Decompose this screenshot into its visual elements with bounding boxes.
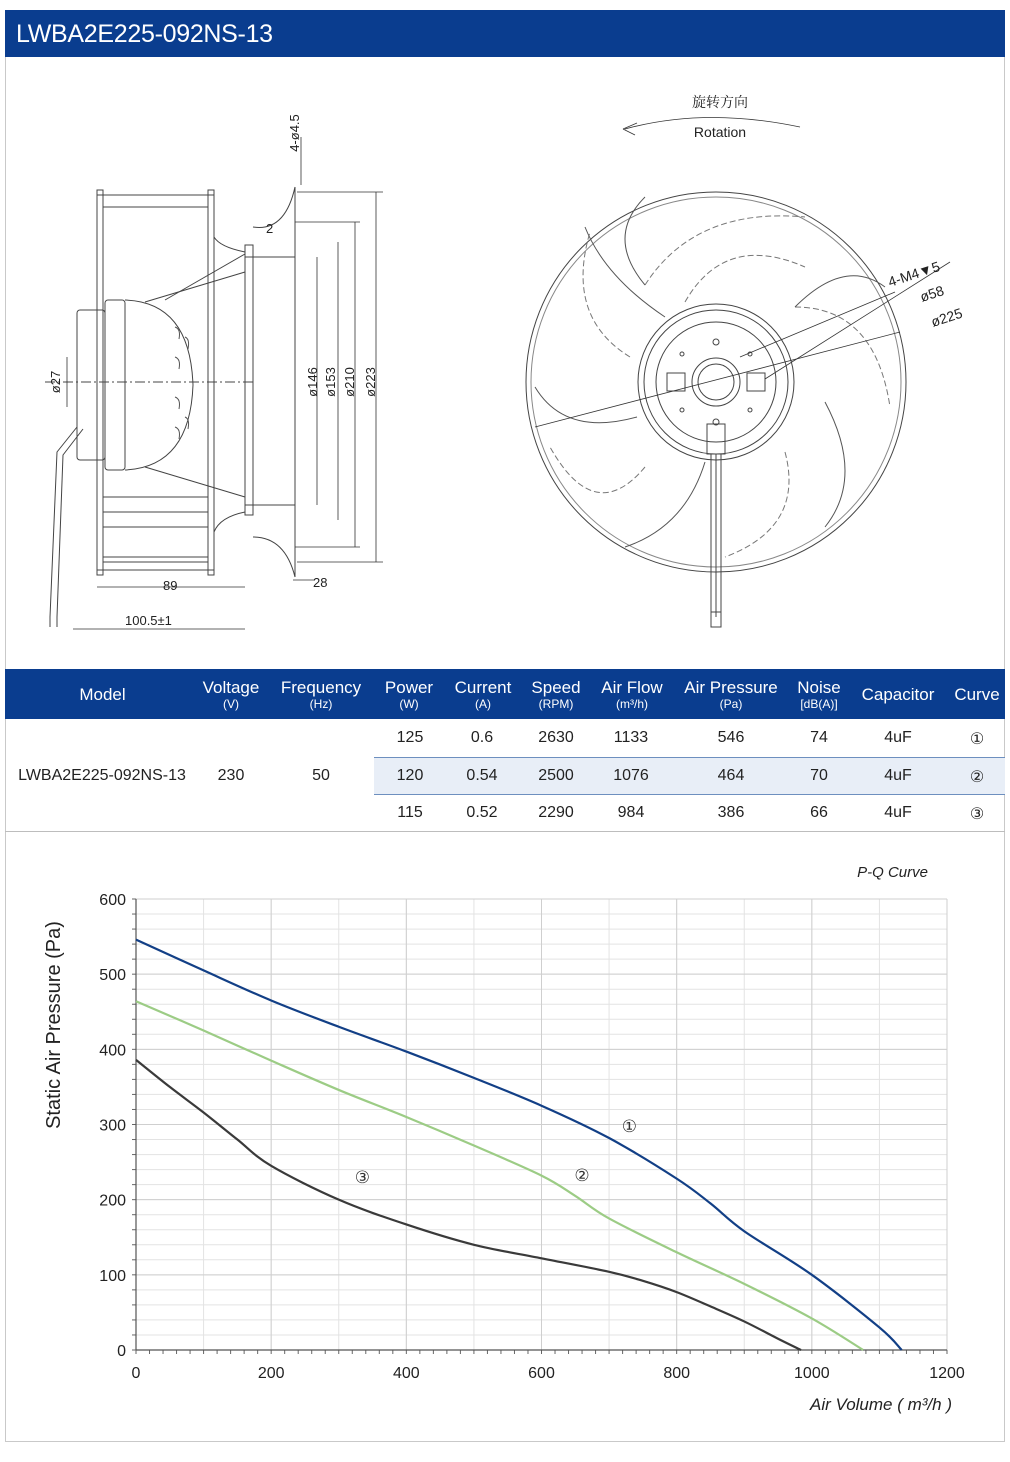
table-header (5, 669, 1005, 719)
header-capacitor: Capacitor (861, 684, 935, 704)
pressure-cell: 546 (717, 729, 745, 746)
front-view (526, 192, 906, 627)
header-airflow: Air Flow (m³/h) (601, 677, 663, 711)
x-tick-label: 600 (528, 1365, 555, 1382)
current-cell: 0.54 (466, 767, 498, 784)
voltage-cell: 230 (217, 767, 245, 784)
model-cell: LWBA2E225-092NS-13 (18, 767, 186, 784)
y-tick-label: 400 (99, 1042, 126, 1060)
y-tick-label: 100 (99, 1267, 126, 1285)
header-speed: Speed (RPM) (531, 677, 581, 711)
airflow-cell: 1133 (613, 729, 649, 746)
front-dim-labels (692, 94, 964, 330)
capacitor-cell: 4uF (884, 729, 912, 746)
header-airpressure: Air Pressure (Pa) (684, 677, 778, 711)
x-tick-label: 400 (392, 1365, 420, 1382)
capacitor-cell: 4uF (884, 767, 912, 784)
frequency-cell: 50 (312, 767, 330, 784)
side-view (45, 187, 295, 627)
dim-holes-label: 4-ø4.5 (287, 114, 302, 152)
speed-cell: 2500 (538, 767, 574, 784)
dim-225-label: ø225 (928, 304, 965, 330)
rotation-en-label: Rotation (693, 124, 747, 140)
page-title: LWBA2E225-092NS-13 (16, 20, 273, 48)
noise-cell: 74 (810, 729, 828, 746)
table-row-3 (374, 795, 1005, 833)
dim-m4-label: 4-M4▼5 (885, 258, 942, 290)
x-tick-label: 200 (257, 1365, 285, 1382)
header-model: Model (79, 684, 126, 704)
series-line-2 (136, 1001, 863, 1350)
dim-27-label: ø27 (48, 370, 63, 394)
y-tick-label: 500 (99, 967, 126, 985)
curve-cell: ② (969, 769, 985, 786)
dim-28-label: 28 (313, 575, 328, 590)
curve-label-2: ② (574, 1165, 590, 1185)
table-row-1 (374, 719, 1005, 757)
pressure-cell: 464 (717, 767, 745, 784)
header-curve: Curve (954, 684, 1000, 704)
x-tick-label: 1200 (929, 1365, 965, 1382)
y-tick-label: 200 (99, 1192, 126, 1210)
header-power: Power (W) (384, 677, 434, 711)
x-tick-label: 0 (131, 1365, 141, 1382)
drawing-svg (5, 57, 1005, 669)
pq-chart (5, 833, 1005, 1442)
chart-svg (5, 833, 1005, 1442)
front-dimensions (535, 117, 950, 427)
dim-89-label: 89 (163, 578, 178, 593)
x-tick-label: 1000 (794, 1365, 830, 1382)
rotation-cn-label: 旋转方向 (692, 94, 748, 110)
pressure-cell: 386 (717, 804, 745, 821)
chart-title: P-Q Curve (857, 864, 928, 881)
series-line-3 (136, 1060, 801, 1350)
spec-table (5, 669, 1005, 832)
table-row-2 (374, 757, 1005, 795)
curve-label-3: ③ (354, 1168, 371, 1188)
airflow-cell: 1076 (613, 767, 649, 784)
dim-2-label: 2 (266, 221, 274, 236)
dim-223-label: ø223 (363, 367, 378, 397)
y-tick-label: 600 (99, 892, 126, 909)
chart-ticks (99, 892, 965, 1382)
current-cell: 0.52 (466, 804, 498, 821)
header-noise: Noise [dB(A)] (797, 677, 841, 711)
dim-58-label: ø58 (917, 282, 946, 305)
curve-label-1: ① (621, 1117, 637, 1137)
title-bar (5, 10, 1005, 57)
technical-drawing (5, 57, 1005, 669)
curve-cell: ① (969, 731, 985, 748)
table-divider (5, 831, 1005, 832)
y-axis-label: Static Air Pressure (Pa) (43, 921, 65, 1129)
speed-cell: 2630 (538, 729, 574, 746)
capacitor-cell: 4uF (884, 804, 912, 821)
dim-146-label: ø146 (305, 367, 320, 397)
power-cell: 120 (396, 767, 424, 784)
dim-210-label: ø210 (342, 367, 357, 397)
noise-cell: 70 (810, 767, 828, 784)
y-tick-label: 0 (117, 1343, 126, 1360)
chart-curve-labels (355, 1117, 637, 1187)
power-cell: 115 (397, 804, 423, 821)
x-tick-label: 800 (663, 1365, 691, 1382)
airflow-cell: 984 (617, 804, 645, 821)
header-current: Current (A) (454, 677, 512, 711)
series-line-1 (136, 940, 902, 1350)
power-cell: 125 (396, 729, 424, 746)
header-voltage: Voltage (V) (202, 677, 260, 711)
speed-cell: 2290 (538, 804, 574, 821)
header-frequency: Frequency (Hz) (280, 677, 362, 711)
dim-100-label: 100.5±1 (125, 613, 172, 628)
y-tick-label: 300 (99, 1117, 126, 1135)
chart-grid (136, 899, 947, 1350)
chart-series (136, 940, 902, 1350)
curve-cell: ③ (969, 806, 985, 823)
x-axis-label: Air Volume ( m³/h ) (809, 1395, 952, 1414)
current-cell: 0.6 (470, 729, 494, 746)
noise-cell: 66 (810, 804, 828, 821)
dim-153-label: ø153 (323, 367, 338, 397)
